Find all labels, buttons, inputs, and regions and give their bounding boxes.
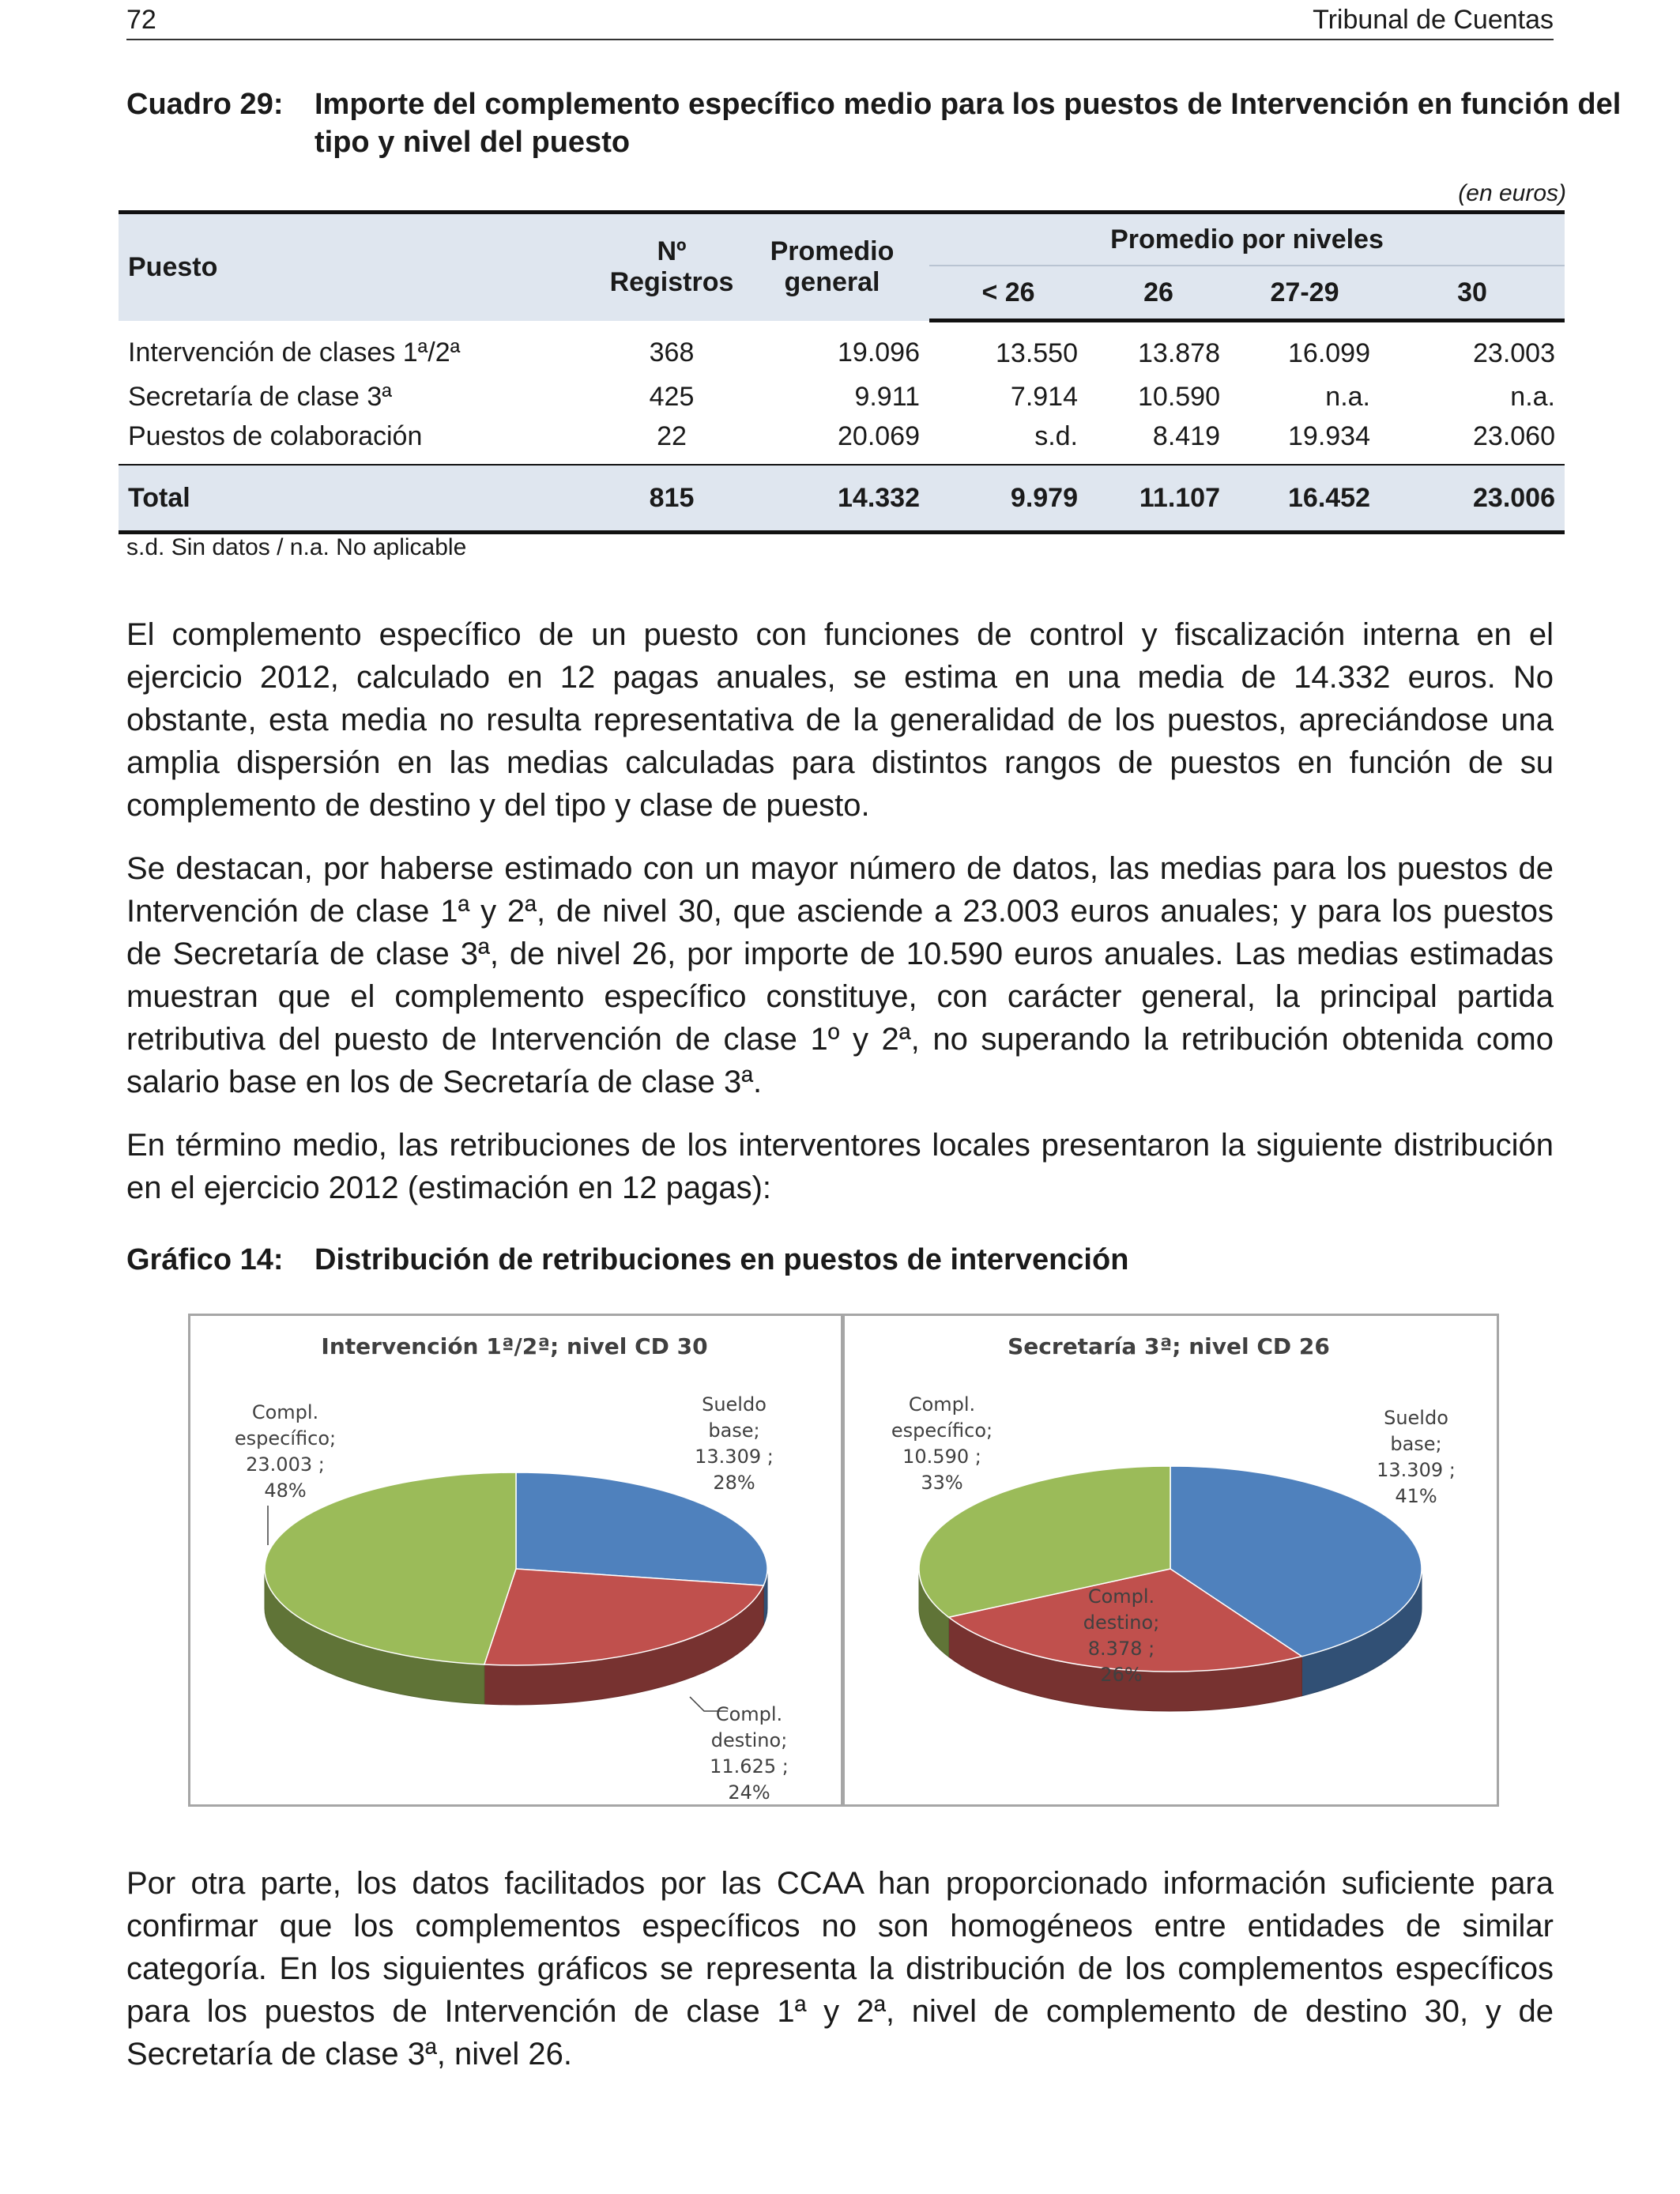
cell-promedio: 20.069	[838, 421, 920, 451]
total-label: Total	[119, 465, 608, 533]
pie-slice-label: Compl. destino; 11.625 ; 24%	[710, 1703, 789, 1804]
header-rule	[126, 39, 1554, 40]
pie-chart-secretaria	[845, 1316, 1497, 1804]
table-total-row	[119, 465, 1565, 533]
total-nivel: 16.452	[1230, 465, 1380, 533]
cell-nivel: n.a.	[1510, 382, 1555, 412]
header-nivel: 30	[1380, 266, 1565, 321]
cell-registros: 22	[657, 421, 687, 451]
total-nivel: 23.006	[1380, 465, 1565, 533]
cell-registros: 425	[649, 382, 695, 412]
table-caption-label: Cuadro 29:	[126, 88, 284, 121]
data-table	[119, 210, 1565, 534]
cell-nivel: 16.099	[1288, 338, 1370, 368]
cell-nivel: 13.878	[1138, 338, 1220, 368]
pie-slice-label: Compl. específico; 23.003 ; 48%	[234, 1401, 337, 1502]
cell-nivel: s.d.	[1034, 421, 1078, 451]
table-row	[119, 375, 1565, 419]
header-nivel: 27-29	[1230, 266, 1380, 321]
total-promedio: 14.332	[735, 465, 929, 533]
header-registros: Nº Registros	[608, 213, 735, 321]
cell-nivel: 8.419	[1152, 421, 1220, 451]
units-note: (en euros)	[1458, 180, 1566, 206]
cell-nivel: 23.060	[1473, 421, 1555, 451]
pie-slice-label: Sueldo base; 13.309 ; 28%	[695, 1393, 774, 1494]
cell-puesto: Puestos de colaboración	[128, 421, 423, 451]
body-paragraph: Se destacan, por haberse estimado con un mayor número de datos, las medias para los puestos de Intervención de clase 1ª y 2ª, de nivel 30, que asciende a 23.003 euros anuales; y para los puestos de Secretaría de clase 3ª, de nivel 26, por importe de 10.590 euros anuales. Las medias estimadas muestran que el complemento específico constituye, con carácter general, la principal partida retributiva del puesto de Intervención de clase 1º y 2ª, no superando la retribución obtenida como salario base en los de Secretaría de clase 3ª.	[126, 851, 1554, 1099]
cell-nivel: 13.550	[996, 338, 1078, 368]
table-caption	[126, 85, 1622, 161]
pie-chart-panel-intervencion	[188, 1314, 843, 1807]
header-promedio-niveles: Promedio por niveles	[929, 213, 1565, 266]
cell-promedio: 9.911	[854, 382, 920, 412]
cell-promedio: 19.096	[838, 337, 920, 368]
pie-slice-label: Compl. destino; 8.378 ; 26%	[1083, 1585, 1160, 1686]
header-nivel: < 26	[929, 266, 1087, 321]
pie-chart-panel-secretaria	[842, 1314, 1499, 1807]
cell-nivel: 23.003	[1473, 338, 1555, 368]
cell-puesto: Secretaría de clase 3ª	[128, 382, 392, 412]
cell-puesto: Intervención de clases 1ª/2ª	[128, 337, 461, 368]
pie-slice-label: Sueldo base; 13.309 ; 41%	[1377, 1407, 1456, 1507]
chart-title: Intervención 1ª/2ª; nivel CD 30	[321, 1333, 708, 1359]
header-nivel: 26	[1087, 266, 1230, 321]
pie-chart-intervencion	[190, 1316, 841, 1804]
table-row	[119, 321, 1565, 376]
table-caption-text: Importe del complemento específico medio para los puestos de Intervención en función del tipo y nivel del puesto	[315, 88, 1622, 159]
cell-nivel: n.a.	[1325, 382, 1370, 412]
cell-nivel: 19.934	[1288, 421, 1370, 451]
cell-nivel: 7.914	[1010, 382, 1078, 412]
cell-nivel: 10.590	[1138, 382, 1220, 412]
chart-caption-label: Gráfico 14:	[126, 1243, 284, 1276]
page-number: 72	[126, 5, 156, 35]
table-footnote: s.d. Sin datos / n.a. No aplicable	[126, 534, 467, 560]
body-paragraph: En término medio, las retribuciones de los interventores locales presentaron la siguiente distribución en el ejercicio 2012 (estimación en 12 pagas):	[126, 1128, 1554, 1205]
chart-title: Secretaría 3ª; nivel CD 26	[1008, 1333, 1330, 1359]
header-puesto: Puesto	[119, 213, 608, 321]
table-row	[119, 419, 1565, 465]
total-nivel: 11.107	[1087, 465, 1230, 533]
header-promedio-general: Promedio general	[735, 213, 929, 321]
body-paragraph: Por otra parte, los datos facilitados por las CCAA han proporcionado información suficiente para confirmar que los complementos específicos no son homogéneos entre entidades de similar categoría. En los siguientes gráficos se representa la distribución de los complementos específicos para los puestos de Intervención de clase 1ª y 2ª, nivel de complemento de destino 30, y de Secretaría de clase 3ª, nivel 26.	[126, 1866, 1554, 2071]
total-registros: 815	[608, 465, 735, 533]
total-nivel: 9.979	[929, 465, 1087, 533]
chart-caption	[126, 1241, 1554, 1279]
running-head: Tribunal de Cuentas	[1313, 5, 1554, 35]
pie-slice-label: Compl. específico; 10.590 ; 33%	[891, 1393, 993, 1494]
cell-registros: 368	[649, 337, 695, 368]
body-paragraph: El complemento específico de un puesto con funciones de control y fiscalización interna en el ejercicio 2012, calculado en 12 pagas anuales, se estima en una media de 14.332 euros. No obstante, esta media no resulta representativa de la generalidad de los puestos, apreciándose una amplia dispersión en las medias calculadas para distintos rangos de puestos en función de su complemento de destino y del tipo y clase de puesto.	[126, 617, 1554, 823]
chart-caption-text: Distribución de retribuciones en puestos de intervención	[315, 1243, 1129, 1276]
